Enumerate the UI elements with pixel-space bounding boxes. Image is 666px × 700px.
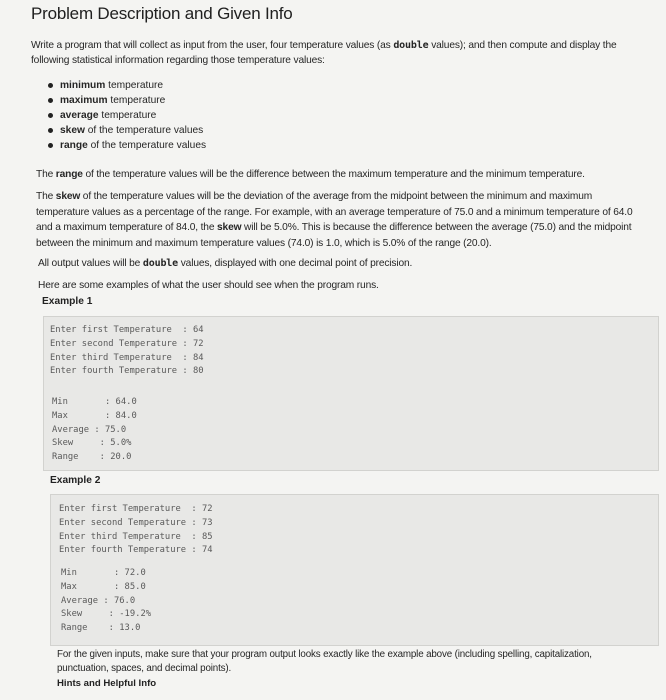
inline-code-double: double [142,258,179,269]
list-item: skew of the temperature values [46,123,206,138]
skew-line-3: and a maximum temperature of 84.0, the skew will be 5.0%. This is because the difference between the average (75.0) and the midpoint [36,222,632,233]
example-1-label: Example 1 [42,296,93,307]
skew-line-2: temperature values as a percentage of the range. For example, with an average temperature of 75.0 and a minimum temperature of 64.0 [36,206,633,218]
statistics-list [46,78,206,153]
example-2-inputs: Enter first Temperature : 72 Enter second Temperature : 73 Enter third Temperature : 85 Enter fourth Temperature : 74 [59,504,213,556]
list-item: average temperature [46,108,206,123]
skew-line-4: between the minimum and maximum temperature values (74.0) is 1.0, which is 5.0% of the range (20.0). [36,237,492,249]
intro-paragraph [31,38,661,68]
examples-intro: Here are some examples of what the user should see when the program runs. [38,280,379,291]
page-title: Problem Description and Given Info [31,4,293,23]
list-item: maximum temperature [46,93,206,108]
hints-heading: Hints and Helpful Info [57,678,157,689]
example-1-inputs: Enter first Temperature : 64 Enter second Temperature : 72 Enter third Temperature : 84 Enter fourth Temperature : 80 [50,325,204,377]
list-item: range of the temperature values [46,138,206,153]
output-paragraph: All output values will be double values, displayed with one decimal point of precision. [38,258,413,269]
footer-paragraph: For the given inputs, make sure that your program output looks exactly like the example above (including spelling, capitalization, punctuation, spaces, and decimal points). [57,649,592,674]
example-1-outputs: Min : 64.0 Max : 84.0 Average : 75.0 Skew : 5.0% Range : 20.0 [52,397,137,463]
example-2-outputs: Min : 72.0 Max : 85.0 Average : 76.0 Skew : -19.2% Range : 13.0 [61,568,152,634]
intro-line-1: Write a program that will collect as input from the user, four temperature values (as double values); and then compute and display the [31,40,617,51]
example-1-codebox [43,316,659,471]
skew-paragraph [36,189,661,251]
inline-code-double: double [393,40,429,51]
intro-line-2: following statistical information regarding those temperature values: [31,55,325,66]
list-item: minimum temperature [46,78,206,93]
range-paragraph: The range of the temperature values will be the difference between the maximum temperature and the minimum temperature. [36,169,585,180]
example-2-codebox [50,494,659,646]
skew-line-1: The skew of the temperature values will be the deviation of the average from the midpoint between the minimum and maximum [36,191,593,202]
example-2-label: Example 2 [50,475,101,486]
